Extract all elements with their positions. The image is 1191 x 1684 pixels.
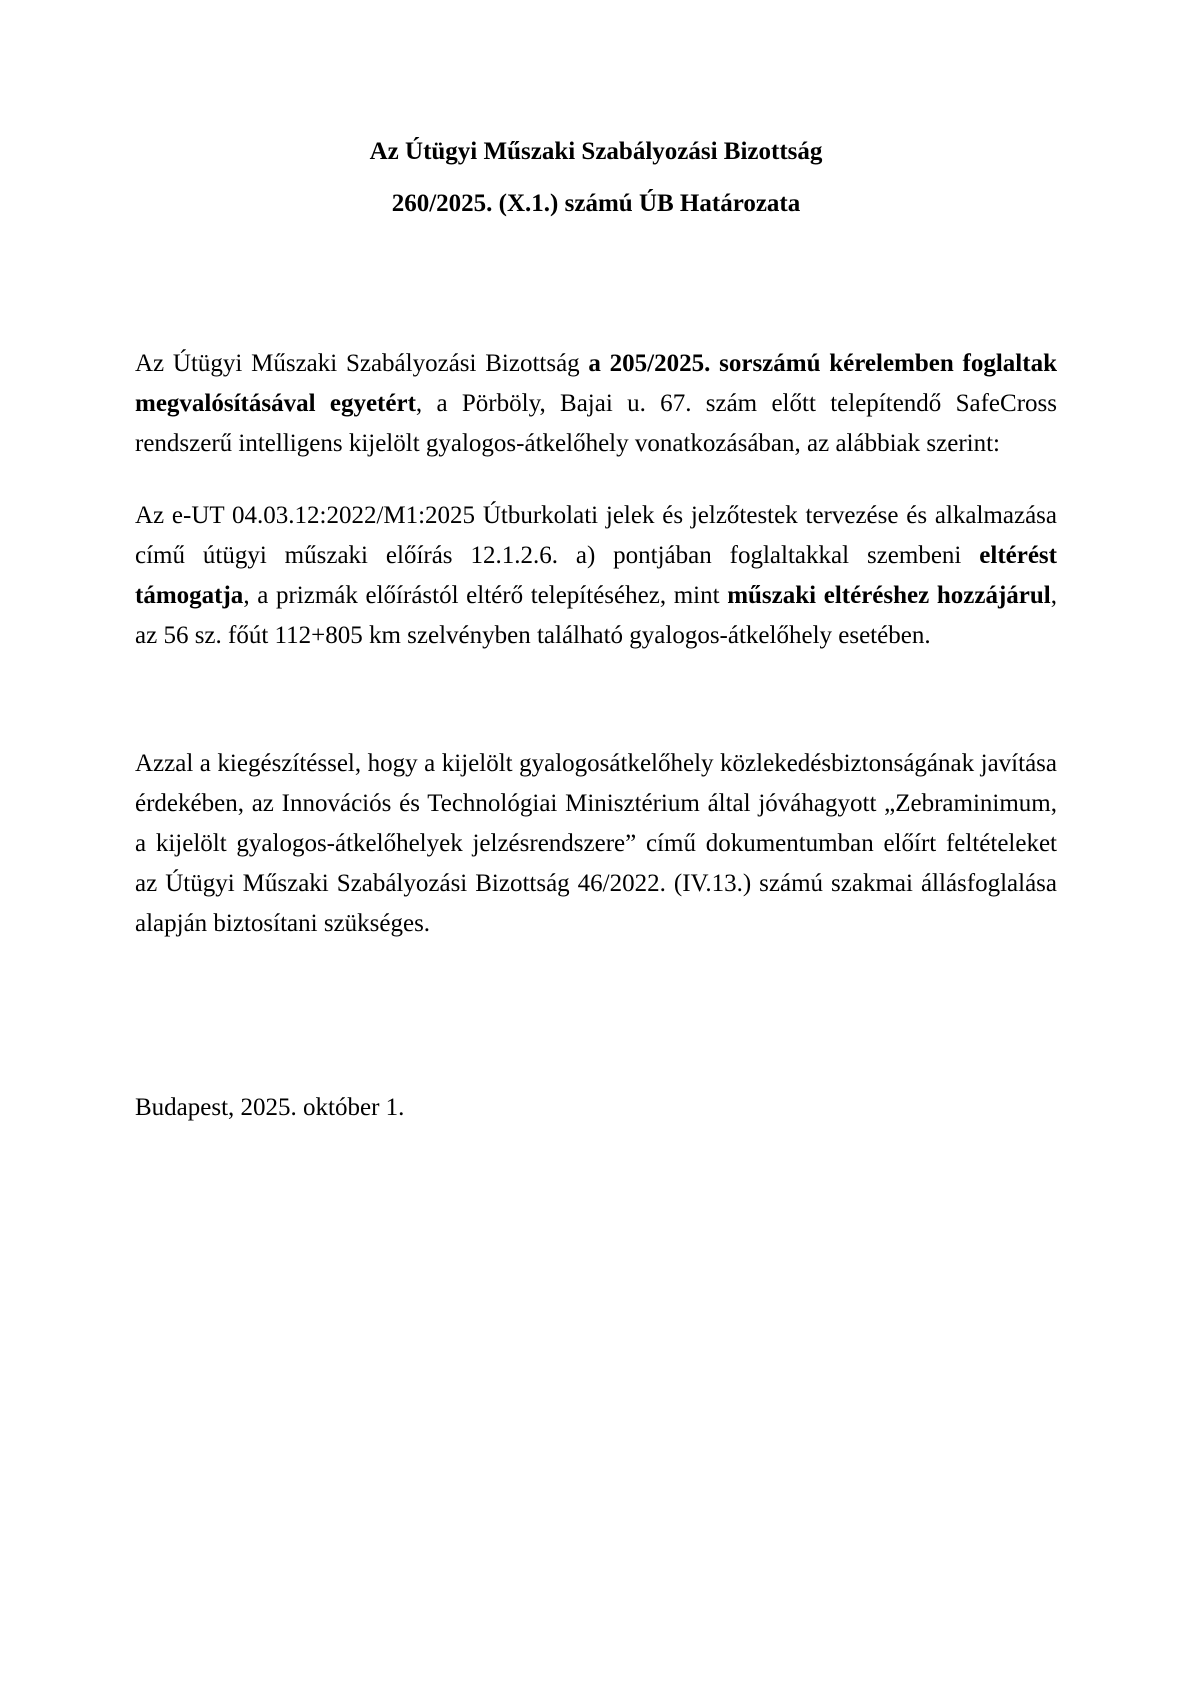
paragraph <box>135 344 1057 464</box>
text-run: műszaki eltéréshez hozzájárul <box>727 582 1051 609</box>
paragraph <box>135 744 1057 944</box>
document-title-line-2: 260/2025. (X.1.) számú ÚB Határozata <box>391 190 801 217</box>
date-line: Budapest, 2025. október 1. <box>135 1094 405 1121</box>
text-run: Azzal a kiegészítéssel, hogy a kijelölt gyalogosátkelőhely közlekedésbiztonságának javítása érdekében, az Innovációs és Technológiai Minisztérium által jóváhagyott „Zebraminimum, a kijelölt gyalogos-átkelőhelyek jelzésrendszere” című dokumentumban előírt feltételeket az Útügyi Műszaki Szabályozási Bizottság 46/2022. (IV.13.) számú szakmai állásfoglalása alapján biztosítani szükséges. <box>135 750 1057 937</box>
text-run: a 205/2025. sorszámú kérelemben foglaltak megvalósításával egyetért <box>135 350 1057 417</box>
document-body <box>135 344 1057 944</box>
paragraph <box>135 496 1057 656</box>
document-title-line-1: Az Útügyi Műszaki Szabályozási Bizottság <box>369 138 823 165</box>
text-run: , a Pörböly, Bajai u. 67. szám előtt telepítendő SafeCross rendszerű intelligens kijelölt gyalogos-átkelőhely vonatkozásában, az alábbiak szerint: <box>135 390 1057 457</box>
text-run: , a prizmák előírástól eltérő telepítéséhez, mint <box>243 582 728 609</box>
text-run: Az Útügyi Műszaki Szabályozási Bizottság <box>135 350 589 377</box>
text-run: eltérést támogatja <box>135 542 1057 609</box>
text-run: , az 56 sz. főút 112+805 km szelvényben található gyalogos-átkelőhely esetében. <box>135 582 1057 649</box>
text-run: Az e-UT 04.03.12:2022/M1:2025 Útburkolati jelek és jelzőtestek tervezése és alkalmazása című útügyi műszaki előírás 12.1.2.6. a) pontjában foglaltakkal szembeni <box>135 502 1057 569</box>
